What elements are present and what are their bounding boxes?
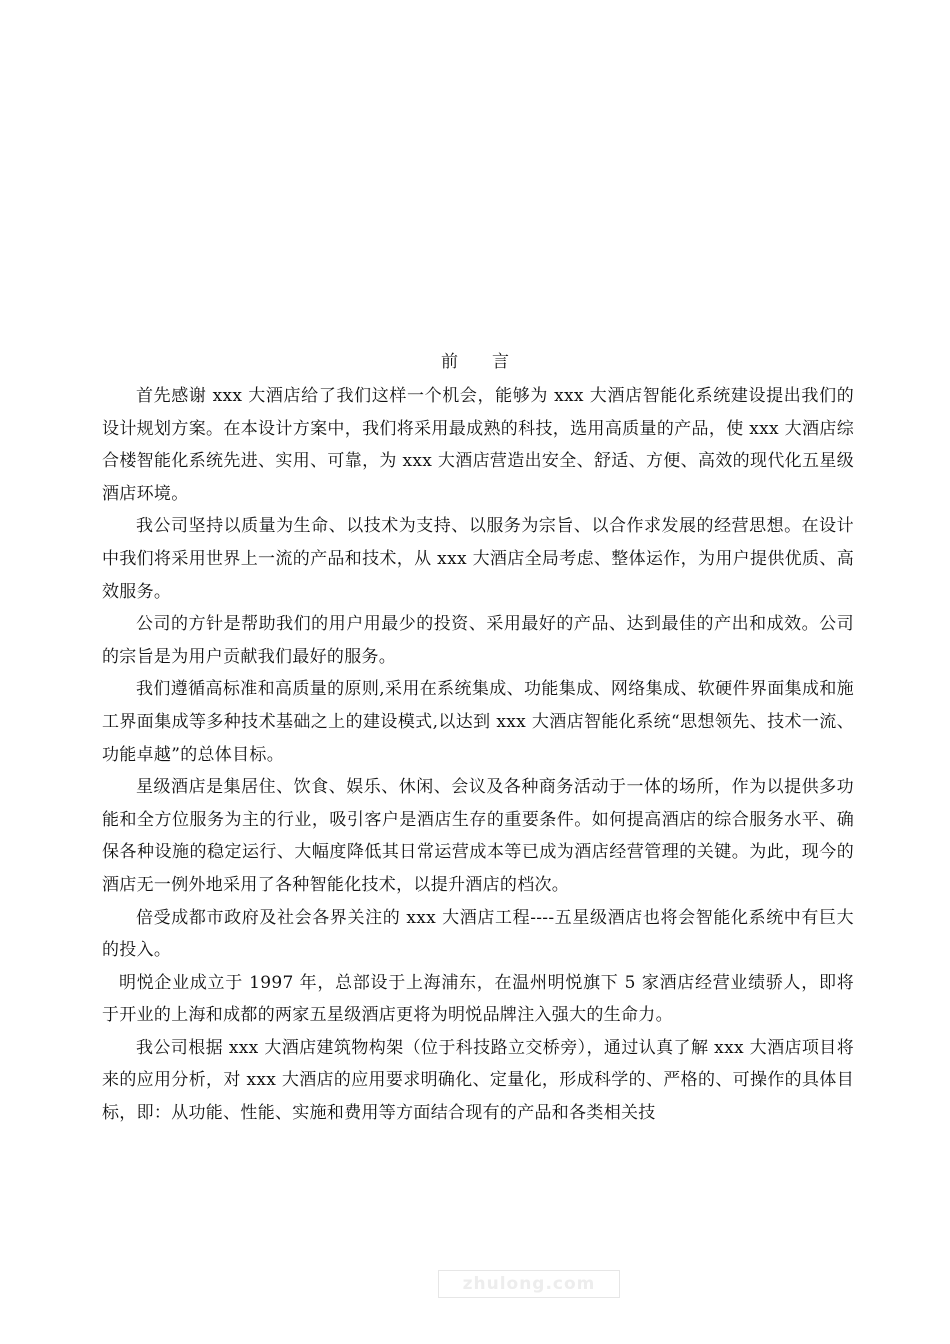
document-body	[102, 380, 854, 1130]
paragraph-star-hotel: 星级酒店是集居住、饮食、娱乐、休闲、会议及各种商务活动于一体的场所，作为以提供多功能和全方位服务为主的行业，吸引客户是酒店生存的重要条件。如何提高酒店的综合服务水平、确保各种设施的稳定运行、大幅度降低其日常运营成本等已成为酒店经营管理的关键。为此，现今的酒店无一例外地采用了各种智能化技术，以提升酒店的档次。	[102, 777, 854, 895]
paragraph-intro: 首先感谢 xxx 大酒店给了我们这样一个机会，能够为 xxx 大酒店智能化系统建设提出我们的设计规划方案。在本设计方案中，我们将采用最成熟的科技，选用高质量的产品，使 xxx 大酒店综合楼智能化系统先进、实用、可靠，为 xxx 大酒店营造出安全、舒适、方便、高效的现代化五星级酒店环境。	[102, 386, 854, 504]
paragraph-approach: 我公司根据 xxx 大酒店建筑物构架（位于科技路立交桥旁），通过认真了解 xxx 大酒店项目将来的应用分析，对 xxx 大酒店的应用要求明确化、定量化，形成科学的、严格的、可操作的具体目标，即：从功能、性能、实施和费用等方面结合现有的产品和各类相关技	[102, 1037, 854, 1124]
page-title: 前言	[441, 352, 543, 372]
paragraph-company-philosophy: 我公司坚持以质量为生命、以技术为支持、以服务为宗旨、以合作求发展的经营思想。在设计中我们将采用世界上一流的产品和技术，从 xxx 大酒店全局考虑、整体运作，为用户提供优质、高效服务。	[102, 516, 854, 602]
paragraph-chengdu-project: 倍受成都市政府及社会各界关注的 xxx 大酒店工程----五星级酒店也将会智能化系统中有巨大的投入。	[102, 907, 854, 961]
paragraph-company-policy: 公司的方针是帮助我们的用户用最少的投资、采用最好的产品、达到最佳的产出和成效。公司的宗旨是为用户贡献我们最好的服务。	[102, 614, 854, 667]
paragraph-principles: 我们遵循高标准和高质量的原则,采用在系统集成、功能集成、网络集成、软硬件界面集成和施工界面集成等多种技术基础之上的建设模式,以达到 xxx 大酒店智能化系统“思想领先、技术一流、功能卓越”的总体目标。	[102, 679, 854, 765]
watermark-logo: zhulong.com	[438, 1270, 620, 1298]
paragraph-mingyue-enterprise: 明悦企业成立于 1997 年，总部设于上海浦东，在温州明悦旗下 5 家酒店经营业绩骄人，即将于开业的上海和成都的两家五星级酒店更将为明悦品牌注入强大的生命力。	[102, 972, 854, 1026]
